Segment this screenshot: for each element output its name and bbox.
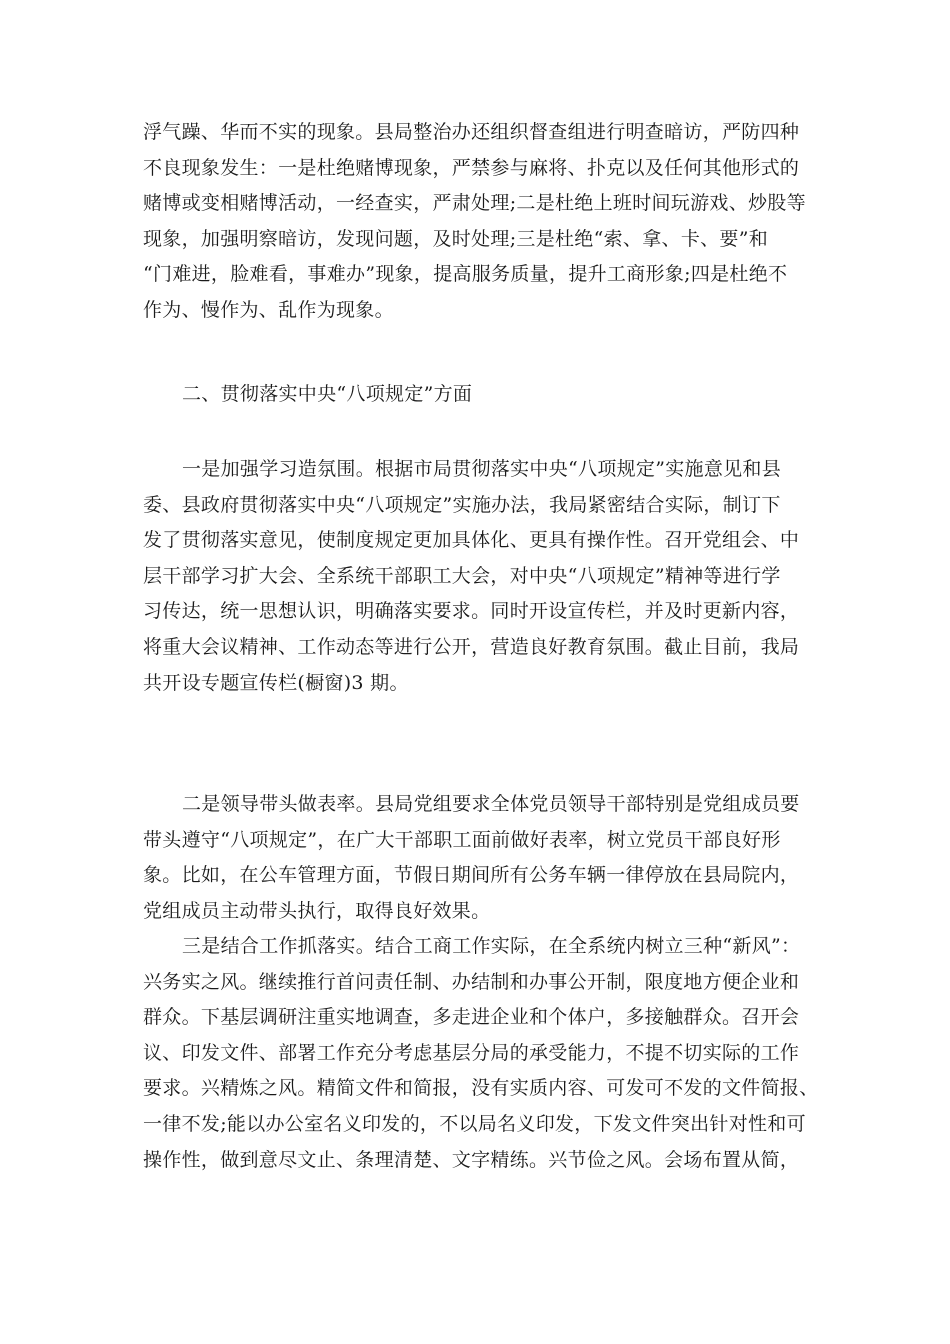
paragraph-study-atmosphere xyxy=(143,452,815,701)
paragraph-line: 委、县政府贯彻落实中央“八项规定”实施办法，我局紧密结合实际，制订下 xyxy=(143,493,781,516)
section-heading xyxy=(143,377,815,413)
paragraph-leadership-example xyxy=(143,787,815,929)
paragraph-line: 象。比如，在公车管理方面，节假日期间所有公务车辆一律停放在县局院内， xyxy=(143,864,800,887)
paragraph-discipline-measures xyxy=(143,115,815,329)
paragraph-line: 不良现象发生：一是杜绝赌博现象，严禁参与麻将、扑克以及任何其他形式的 xyxy=(143,156,800,179)
paragraph-line: 现象，加强明察暗访，发现问题，及时处理;三是杜绝“索、拿、卡、要”和 xyxy=(143,227,769,250)
paragraph-line: 兴务实之风。继续推行首问责任制、办结制和办事公开制，限度地方便企业和 xyxy=(143,970,800,993)
paragraph-line: “门难进，脸难看，事难办”现象，提高服务质量，提升工商形象;四是杜绝不 xyxy=(143,263,788,286)
paragraph-line: 浮气躁、华而不实的现象。县局整治办还组织督查组进行明查暗访，严防四种 xyxy=(143,121,800,143)
paragraph-line: 群众。下基层调研注重实地调查，多走进企业和个体户，多接触群众。召开会 xyxy=(143,1006,800,1029)
paragraph-line: 发了贯彻落实意见，使制度规定更加具体化、更具有操作性。召开党组会、中 xyxy=(143,529,800,552)
paragraph-line: 带头遵守“八项规定”，在广大干部职工面前做好表率，树立党员干部良好形 xyxy=(143,828,781,851)
paragraph-line: 要求。兴精炼之风。精简文件和简报，没有实质内容、可发可不发的文件简报、 xyxy=(143,1077,819,1100)
paragraph-line: 议、印发文件、部署工作充分考虑基层分局的承受能力，不提不切实际的工作 xyxy=(143,1041,800,1064)
paragraph-line: 将重大会议精神、工作动态等进行公开，营造良好教育氛围。截止目前，我局 xyxy=(143,635,800,658)
paragraph-line: 二是领导带头做表率。县局党组要求全体党员领导干部特别是党组成员要 xyxy=(182,793,800,815)
paragraph-line: 赌博或变相赌博活动，一经查实，严肃处理;二是杜绝上班时间玩游戏、炒股等 xyxy=(143,192,806,215)
section-heading-text: 二、贯彻落实中央“八项规定”方面 xyxy=(182,383,473,405)
paragraph-line: 一律不发;能以办公室名义印发的，不以局名义印发，下发文件突出针对性和可 xyxy=(143,1112,806,1135)
paragraph-line: 习传达，统一思想认识，明确落实要求。同时开设宣传栏，并及时更新内容， xyxy=(143,600,800,623)
paragraph-line: 操作性，做到意尽文止、条理清楚、文字精练。兴节俭之风。会场布置从简， xyxy=(143,1148,800,1171)
paragraph-line: 党组成员主动带头执行，取得良好效果。 xyxy=(143,899,491,922)
paragraph-work-implementation xyxy=(143,929,819,1178)
paragraph-line: 共开设专题宣传栏(橱窗)3 期。 xyxy=(143,671,409,694)
paragraph-line: 三是结合工作抓落实。结合工商工作实际，在全系统内树立三种“新风”： xyxy=(182,935,801,957)
paragraph-line: 作为、慢作为、乱作为现象。 xyxy=(143,298,394,321)
paragraph-line: 层干部学习扩大会、全系统干部职工大会，对中央“八项规定”精神等进行学 xyxy=(143,564,781,587)
paragraph-line: 一是加强学习造氛围。根据市局贯彻落实中央“八项规定”实施意见和县 xyxy=(182,458,782,480)
